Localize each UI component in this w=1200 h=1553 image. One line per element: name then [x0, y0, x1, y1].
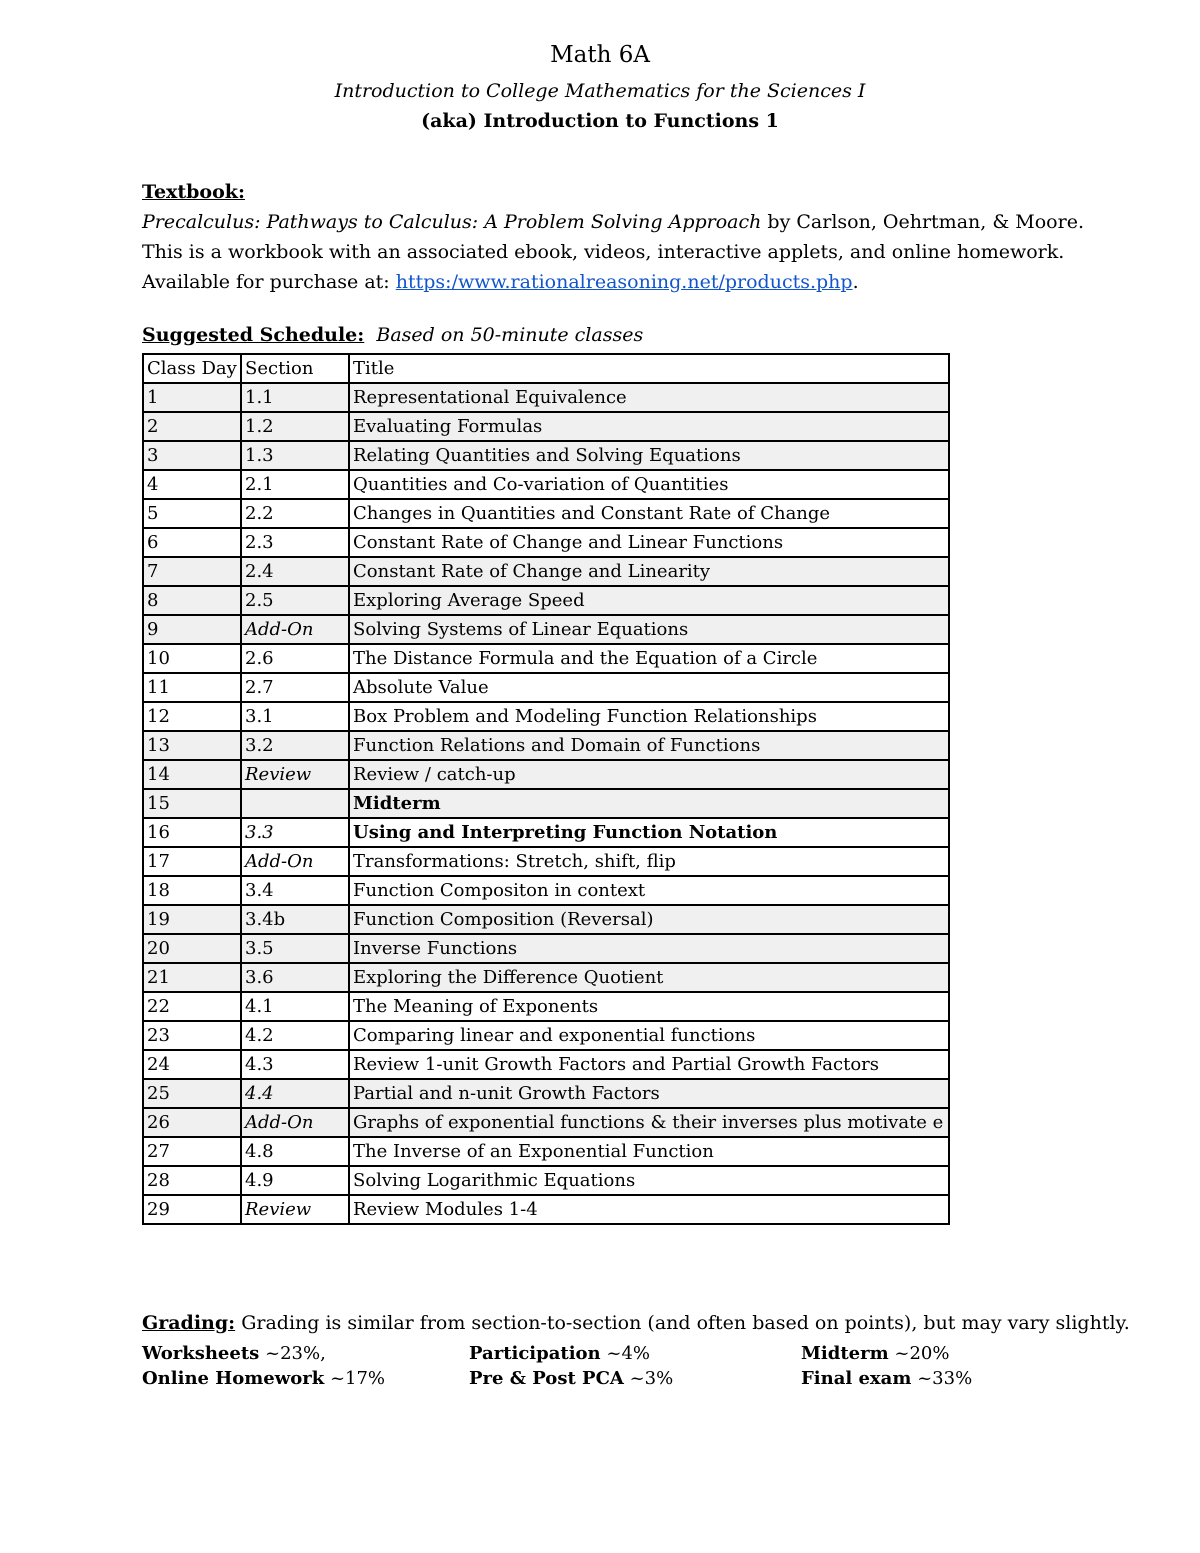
cell-section: 3.2	[241, 731, 349, 760]
cell-section: 4.1	[241, 992, 349, 1021]
cell-class-day: 7	[143, 557, 241, 586]
cell-title: Using and Interpreting Function Notation	[349, 818, 949, 847]
table-row	[143, 615, 949, 644]
table-row	[143, 470, 949, 499]
table-row	[143, 702, 949, 731]
table-row	[143, 905, 949, 934]
table-row	[143, 1166, 949, 1195]
cell-class-day: 22	[143, 992, 241, 1021]
textbook-section	[142, 177, 1084, 297]
table-row	[143, 1195, 949, 1224]
cell-class-day: 15	[143, 789, 241, 818]
schedule-table	[142, 353, 950, 1225]
cell-title: Relating Quantities and Solving Equations	[349, 441, 949, 470]
cell-section: 3.1	[241, 702, 349, 731]
cell-title: Function Compositon in context	[349, 876, 949, 905]
cell-title: Comparing linear and exponential functions	[349, 1021, 949, 1050]
table-row	[143, 557, 949, 586]
cell-title: Transformations: Stretch, shift, flip	[349, 847, 949, 876]
cell-section: 2.6	[241, 644, 349, 673]
cell-title: The Distance Formula and the Equation of a Circle	[349, 644, 949, 673]
table-row	[143, 847, 949, 876]
cell-section: Review	[241, 1195, 349, 1224]
course-subtitle: Introduction to College Mathematics for the Sciences I	[334, 80, 866, 102]
table-row	[143, 1079, 949, 1108]
cell-class-day: 23	[143, 1021, 241, 1050]
table-header-row	[143, 354, 949, 383]
cell-class-day: 17	[143, 847, 241, 876]
cell-title: The Meaning of Exponents	[349, 992, 949, 1021]
cell-class-day: 18	[143, 876, 241, 905]
cell-section: 4.4	[241, 1079, 349, 1108]
cell-class-day: 19	[143, 905, 241, 934]
cell-class-day: 29	[143, 1195, 241, 1224]
table-row	[143, 731, 949, 760]
grade-item: Worksheets ~23%,	[142, 1343, 326, 1364]
cell-section: 3.4b	[241, 905, 349, 934]
table-row	[143, 760, 949, 789]
cell-class-day: 27	[143, 1137, 241, 1166]
cell-section: 4.9	[241, 1166, 349, 1195]
column-header-class-day: Class Day	[143, 354, 241, 383]
cell-title: Solving Logarithmic Equations	[349, 1166, 949, 1195]
cell-class-day: 1	[143, 383, 241, 412]
cell-title: Inverse Functions	[349, 934, 949, 963]
cell-title: Review 1-unit Growth Factors and Partial Growth Factors	[349, 1050, 949, 1079]
schedule-label: Suggested Schedule:	[142, 324, 365, 346]
cell-section: 2.2	[241, 499, 349, 528]
grading-heading	[142, 1312, 1130, 1334]
cell-class-day: 10	[143, 644, 241, 673]
cell-title: The Inverse of an Exponential Function	[349, 1137, 949, 1166]
grade-item: Online Homework ~17%	[142, 1368, 386, 1389]
grade-item: Midterm ~20%	[801, 1343, 950, 1364]
cell-title: Function Composition (Reversal)	[349, 905, 949, 934]
cell-section: 1.1	[241, 383, 349, 412]
cell-class-day: 6	[143, 528, 241, 557]
cell-title: Box Problem and Modeling Function Relationships	[349, 702, 949, 731]
cell-title: Representational Equivalence	[349, 383, 949, 412]
cell-section: Add-On	[241, 1108, 349, 1137]
cell-class-day: 12	[143, 702, 241, 731]
cell-class-day: 5	[143, 499, 241, 528]
cell-title: Constant Rate of Change and Linearity	[349, 557, 949, 586]
schedule-note: Based on 50-minute classes	[376, 324, 644, 346]
table-row	[143, 441, 949, 470]
table-row	[143, 644, 949, 673]
cell-class-day: 28	[143, 1166, 241, 1195]
table-row	[143, 1108, 949, 1137]
cell-title: Function Relations and Domain of Functions	[349, 731, 949, 760]
cell-title: Quantities and Co-variation of Quantities	[349, 470, 949, 499]
cell-section: 2.5	[241, 586, 349, 615]
table-row	[143, 412, 949, 441]
table-row	[143, 934, 949, 963]
grade-item: Participation ~4%	[469, 1343, 651, 1364]
grade-item: Final exam ~33%	[801, 1368, 973, 1389]
purchase-link[interactable]: https:/www.rationalreasoning.net/products.php	[395, 271, 853, 293]
cell-section: Review	[241, 760, 349, 789]
cell-title: Constant Rate of Change and Linear Functions	[349, 528, 949, 557]
cell-section: 3.4	[241, 876, 349, 905]
textbook-description: This is a workbook with an associated ebook, videos, interactive applets, and online homework.	[142, 241, 1065, 263]
cell-class-day: 26	[143, 1108, 241, 1137]
table-row	[143, 586, 949, 615]
table-row	[143, 963, 949, 992]
cell-section: Add-On	[241, 847, 349, 876]
cell-class-day: 9	[143, 615, 241, 644]
cell-section: 3.6	[241, 963, 349, 992]
cell-section	[241, 789, 349, 818]
cell-class-day: 24	[143, 1050, 241, 1079]
cell-title: Exploring Average Speed	[349, 586, 949, 615]
cell-section: 2.4	[241, 557, 349, 586]
column-header-section: Section	[241, 354, 349, 383]
cell-section: 4.3	[241, 1050, 349, 1079]
cell-section: 2.1	[241, 470, 349, 499]
cell-section: 1.2	[241, 412, 349, 441]
table-row	[143, 499, 949, 528]
table-row	[143, 1050, 949, 1079]
cell-title: Review Modules 1-4	[349, 1195, 949, 1224]
cell-section: 2.7	[241, 673, 349, 702]
cell-section: Add-On	[241, 615, 349, 644]
cell-section: 1.3	[241, 441, 349, 470]
table-row	[143, 789, 949, 818]
cell-title: Solving Systems of Linear Equations	[349, 615, 949, 644]
grading-note: Grading is similar from section-to-section (and often based on points), but may vary slightly.	[235, 1312, 1130, 1334]
cell-section: 2.3	[241, 528, 349, 557]
textbook-title: Precalculus: Pathways to Calculus: A Problem Solving Approach	[142, 211, 762, 233]
cell-class-day: 14	[143, 760, 241, 789]
table-row	[143, 876, 949, 905]
cell-class-day: 2	[143, 412, 241, 441]
purchase-suffix: .	[852, 271, 859, 293]
cell-class-day: 21	[143, 963, 241, 992]
course-aka: (aka) Introduction to Functions 1	[421, 110, 779, 132]
table-row	[143, 1021, 949, 1050]
cell-title: Midterm	[349, 789, 949, 818]
table-row	[143, 1137, 949, 1166]
cell-title: Changes in Quantities and Constant Rate of Change	[349, 499, 949, 528]
cell-title: Review / catch-up	[349, 760, 949, 789]
cell-title: Graphs of exponential functions & their inverses plus motivate e	[349, 1108, 949, 1137]
cell-title: Partial and n-unit Growth Factors	[349, 1079, 949, 1108]
cell-title: Absolute Value	[349, 673, 949, 702]
column-header-title: Title	[349, 354, 949, 383]
table-row	[143, 383, 949, 412]
cell-class-day: 25	[143, 1079, 241, 1108]
textbook-label: Textbook:	[142, 181, 245, 203]
cell-section: 3.3	[241, 818, 349, 847]
textbook-authors: by Carlson, Oehrtman, & Moore.	[761, 211, 1084, 233]
cell-class-day: 4	[143, 470, 241, 499]
cell-class-day: 13	[143, 731, 241, 760]
cell-title: Exploring the Difference Quotient	[349, 963, 949, 992]
cell-title: Evaluating Formulas	[349, 412, 949, 441]
cell-class-day: 16	[143, 818, 241, 847]
table-row	[143, 673, 949, 702]
purchase-prefix: Available for purchase at:	[142, 271, 396, 293]
cell-class-day: 20	[143, 934, 241, 963]
cell-section: 4.8	[241, 1137, 349, 1166]
table-row	[143, 992, 949, 1021]
cell-class-day: 11	[143, 673, 241, 702]
cell-class-day: 8	[143, 586, 241, 615]
table-row	[143, 818, 949, 847]
schedule-heading	[142, 324, 643, 346]
cell-class-day: 3	[143, 441, 241, 470]
cell-section: 3.5	[241, 934, 349, 963]
grade-item: Pre & Post PCA ~3%	[469, 1368, 674, 1389]
grading-label: Grading:	[142, 1312, 236, 1334]
table-row	[143, 528, 949, 557]
cell-section: 4.2	[241, 1021, 349, 1050]
page-title: Math 6A	[550, 42, 650, 68]
